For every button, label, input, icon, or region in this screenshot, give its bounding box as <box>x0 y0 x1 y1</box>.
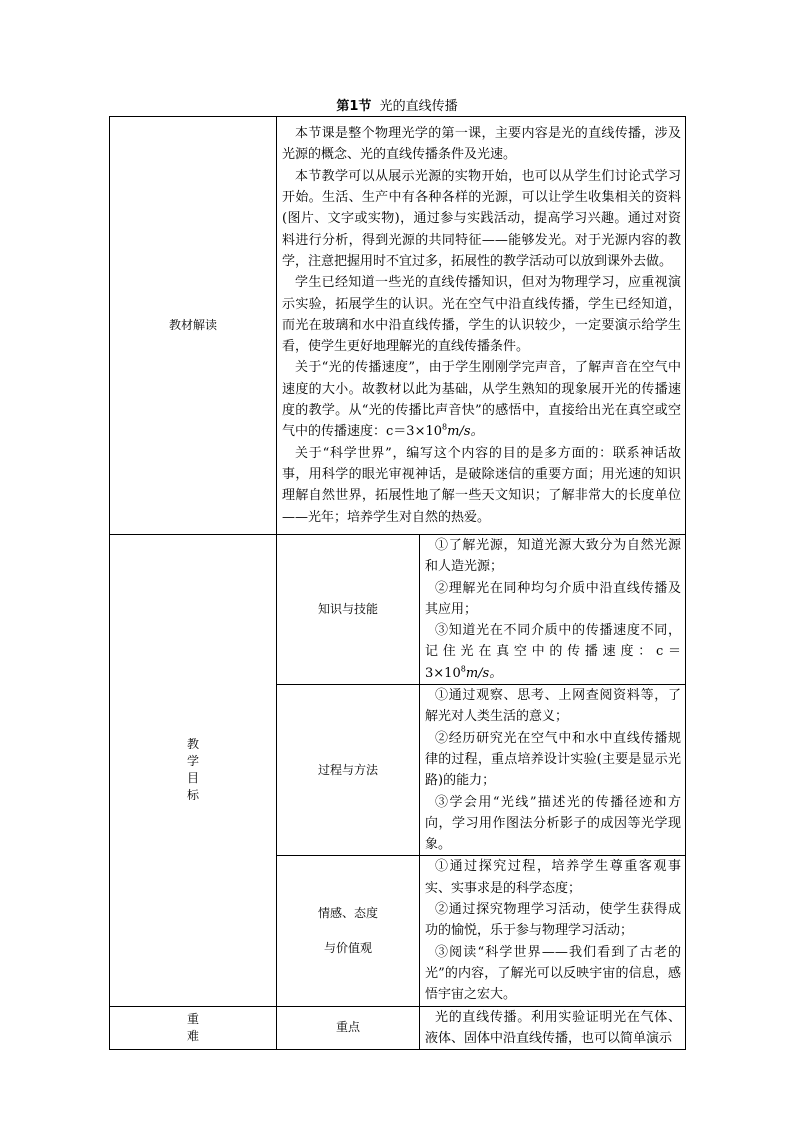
speed-unit: m/s。 <box>447 424 484 440</box>
textbook-paragraph: 本节教学可以从展示光源的实物开始，也可以从学生们讨论式学习开始。生活、生产中有各种各样的光源，可以让学生收集相关的资料(图片、文字或实物)，通过参与实践活动，提高学习兴趣。通过对资料进行分析，得到光源的共同特征——能够发光。对于光源内容的教学，注意把握用时不宜过多，拓展性的教学活动可以放到课外去做。 <box>282 168 682 269</box>
process-item: ①通过观察、思考、上网查阅资料等，了解光对人类生活的意义； <box>425 688 682 725</box>
speed-exponent: 8 <box>442 423 448 432</box>
emotion-content-cell <box>420 856 686 1006</box>
textbook-paragraph: 学生已经知道一些光的直线传播知识，但对为物理学习，应重视演示实验，拓展学生的认识。光在空气中沿直线传播，学生已经知道，而光在玻璃和水中沿直线传播，学生的认识较少，一定要演示给学生看，使学生更好地理解光的直线传播条件。 <box>282 275 682 355</box>
textbook-label-cell <box>110 117 277 535</box>
process-content-cell <box>420 685 686 856</box>
key-label-char: 难 <box>187 1028 200 1043</box>
knowledge-item-text: ③知道光在不同介质中的传播速度不同，记住光在真空中的传播速度：c＝3×10 <box>425 623 682 681</box>
key-label-cell <box>110 1006 277 1050</box>
knowledge-label: 知识与技能 <box>318 602 379 617</box>
page-title <box>0 99 794 115</box>
textbook-paragraph: 关于“科学世界”，编写这个内容的目的是多方面的：联系神话故事，用科学的眼光审视神话，是破除迷信的重要方面；用光速的知识理解自然世界，拓展性地了解一些天文知识；了解非常大的长度单位——光年；培养学生对自然的热爱。 <box>282 445 682 525</box>
process-label: 过程与方法 <box>318 762 379 777</box>
lesson-plan-table <box>109 116 686 1050</box>
goals-label-char: 目 <box>187 771 200 786</box>
key-sublabel-cell <box>277 1006 420 1050</box>
knowledge-item: ①了解光源，知道光源大致分为自然光源和人造光源； <box>425 538 682 575</box>
knowledge-exponent: 8 <box>460 664 466 674</box>
key-sublabel: 重点 <box>336 1020 361 1035</box>
key-content-cell <box>420 1006 686 1050</box>
textbook-paragraph <box>282 357 681 442</box>
emotion-item: ①通过探究过程，培养学生尊重客观事实、实事求是的科学态度； <box>425 859 682 896</box>
textbook-content-cell <box>277 117 686 535</box>
goals-label-char: 学 <box>187 754 200 769</box>
goals-label-char: 教 <box>187 737 200 752</box>
knowledge-unit: m/s。 <box>465 665 503 681</box>
process-item: ②经历研究光在空气中和水中直线传播规律的过程，重点培养设计实验(主要是显示光路)的能力； <box>425 730 682 789</box>
emotion-item: ②通过探究物理学习活动，使学生获得成功的愉悦，乐于参与物理学习活动； <box>425 902 682 939</box>
textbook-paragraph: 本节课是整个物理光学的第一课，主要内容是光的直线传播，涉及光源的概念、光的直线传播条件及光速。 <box>282 126 682 163</box>
knowledge-label-cell <box>277 535 420 685</box>
speed-paragraph-text: 关于“光的传播速度”，由于学生刚刚学完声音，了解声音在空气中速度的大小。故教材以此为基础，从学生熟知的现象展开光的传播速度的教学。从“光的传播比声音快”的感悟中，直接给出光在真空或空气中的传播速度：c＝3×10 <box>282 360 682 440</box>
section-number: 第1节 <box>336 99 372 114</box>
section-name: 光的直线传播 <box>379 99 458 114</box>
emotion-label-line: 与价值观 <box>324 940 373 955</box>
knowledge-item: ②理解光在同种均匀介质中沿直线传播及其应用； <box>425 580 682 617</box>
textbook-label: 教材解读 <box>169 318 218 332</box>
process-label-cell <box>277 685 420 856</box>
knowledge-item <box>425 620 681 684</box>
goals-label-cell <box>110 535 277 1007</box>
emotion-item: ③阅读“科学世界——我们看到了古老的光”的内容，了解光可以反映宇宙的信息，感悟宇宙之宏大。 <box>425 944 682 1003</box>
key-label-char: 重 <box>187 1011 200 1026</box>
emotion-label-cell <box>277 856 420 1006</box>
process-item: ③学会用“光线”描述光的传播径迹和方向，学习用作图法分析影子的成因等光学现象。 <box>425 794 682 853</box>
knowledge-content-cell <box>420 535 686 685</box>
goals-label-char: 标 <box>187 788 200 803</box>
key-text: 光的直线传播。利用实验证明光在气体、液体、固体中沿直线传播，也可以简单演示 <box>425 1009 682 1046</box>
emotion-label-line: 情感、态度 <box>318 905 379 920</box>
